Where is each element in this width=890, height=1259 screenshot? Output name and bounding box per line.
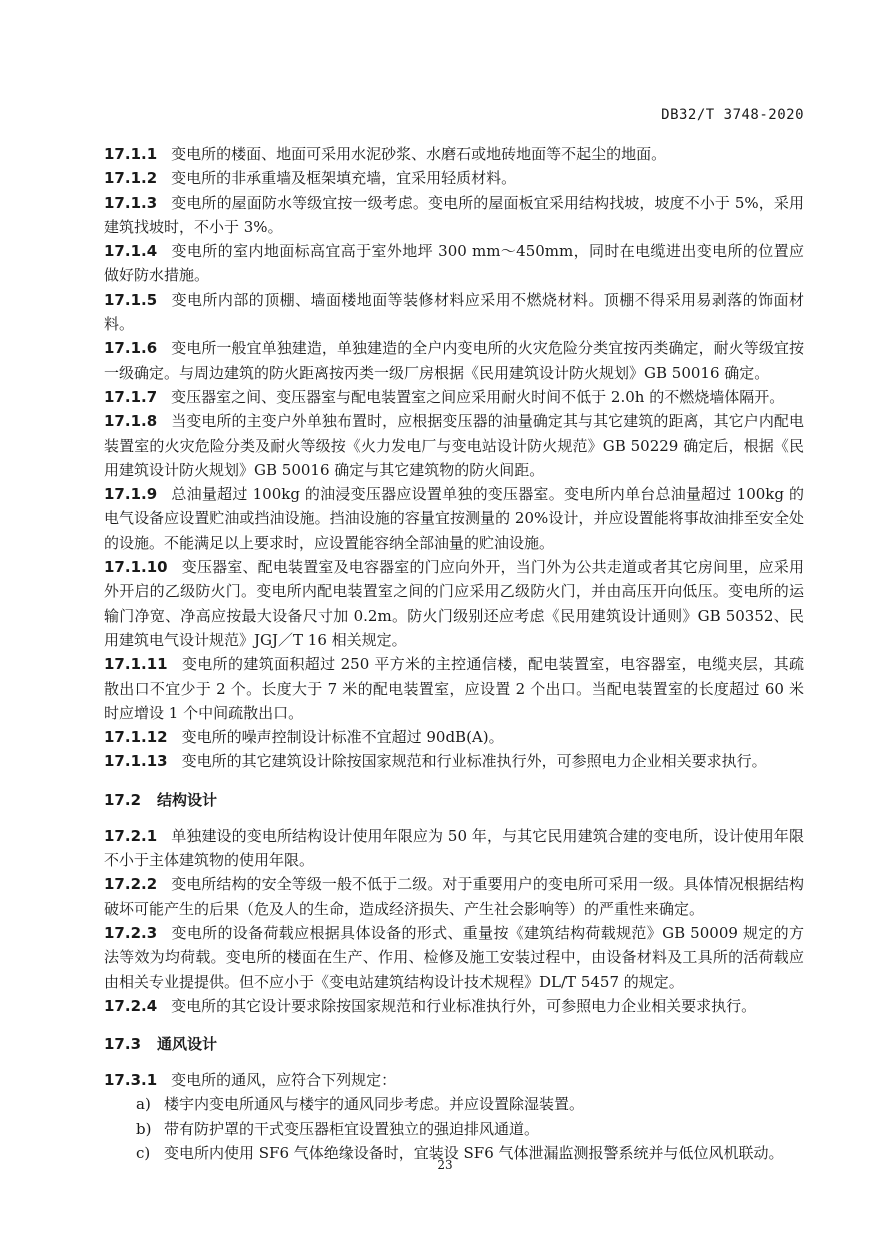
clause-paragraph — [104, 239, 804, 288]
list-text: 变电所内使用 SF6 气体绝缘设备时，宜装设 SF6 气体泄漏监测报警系统并与低位风机联动。 — [164, 1143, 784, 1162]
page-number: 23 — [437, 1158, 453, 1172]
section-title: 通风设计 — [157, 1035, 218, 1054]
section-17-1-paragraphs — [104, 142, 804, 774]
clause-text: 总油量超过 100kg 的油浸变压器应设置单独的变压器室。变电所内单台总油量超过 100kg 的电气设备应设置贮油或挡油设施。挡油设施的容量宜按测量的 20%设计，并应设置能将事故油排至安全处的设施。不能满足以上要求时，应设置能容纳全部油量的贮油设施。 — [104, 485, 804, 552]
section-heading-17-3 — [104, 1032, 804, 1056]
clause-text: 当变电所的主变户外单独布置时，应根据变压器的油量确定其与其它建筑的距离，其它户内配电装置室的火灾危险分类及耐火等级按《火力发电厂与变电站设计防火规范》GB 50229 确定后，根据《民用建筑设计防火规划》GB 50016 确定与其它建筑物的防火间距。 — [104, 412, 804, 479]
clause-paragraph — [104, 166, 804, 190]
clause-number: 17.1.12 — [104, 728, 168, 747]
clause-paragraph — [104, 872, 804, 921]
clause-paragraph — [104, 749, 804, 773]
clause-number: 17.2.4 — [104, 996, 158, 1015]
clause-paragraph — [104, 555, 804, 652]
clause-text: 变电所的非承重墙及框架填充墙，宜采用轻质材料。 — [171, 169, 517, 188]
section-heading-17-2 — [104, 788, 804, 812]
clause-number: 17.2.1 — [104, 826, 158, 845]
clause-text: 变电所的室内地面标高宜高于室外地坪 300 mm～450mm，同时在电缆进出变电所的位置应做好防水措施。 — [104, 242, 804, 285]
clause-number: 17.2.3 — [104, 923, 158, 942]
section-number: 17.3 — [104, 1035, 142, 1054]
clause-text: 变电所的通风，应符合下列规定： — [171, 1071, 397, 1090]
section-title: 结构设计 — [157, 790, 218, 809]
clause-number: 17.3.1 — [104, 1071, 158, 1090]
ventilation-list — [104, 1092, 804, 1165]
clause-number: 17.1.6 — [104, 339, 158, 358]
clause-number: 17.1.13 — [104, 752, 168, 771]
clause-paragraph — [104, 142, 804, 166]
clause-text: 变电所的建筑面积超过 250 平方米的主控通信楼，配电装置室，电容器室，电缆夹层，其疏散出口不宜少于 2 个。长度大于 7 米的配电装置室，应设置 2 个出口。当配电装置室的长度超过 60 米时应增设 1 个中间疏散出口。 — [104, 655, 804, 722]
list-marker: c) — [136, 1143, 151, 1162]
section-17-2-paragraphs — [104, 824, 804, 1018]
clause-text: 变电所的其它建筑设计除按国家规范和行业标准执行外，可参照电力企业相关要求执行。 — [181, 752, 767, 771]
list-text: 楼宇内变电所通风与楼宇的通风同步考虑。并应设置除湿装置。 — [164, 1095, 585, 1114]
clause-text: 变压器室之间、变压器室与配电装置室之间应采用耐火时间不低于 2.0h 的不燃烧墙体隔开。 — [171, 387, 785, 406]
clause-paragraph — [104, 994, 804, 1018]
standard-code: DB32/T 3748-2020 — [661, 107, 804, 123]
clause-number: 17.1.8 — [104, 412, 158, 431]
clause-number: 17.1.1 — [104, 145, 158, 163]
clause-text: 变电所的其它设计要求除按国家规范和行业标准执行外，可参照电力企业相关要求执行。 — [171, 996, 757, 1015]
clause-number: 17.1.11 — [104, 655, 168, 674]
clause-text: 变电所一般宜单独建造，单独建造的全户内变电所的火灾危险分类宜按丙类确定，耐火等级宜按一级确定。与周边建筑的防火距离按丙类一级厂房根据《民用建筑设计防火规划》GB 50016 确定。 — [104, 339, 804, 382]
clause-paragraph — [104, 482, 804, 555]
clause-text: 变电所结构的安全等级一般不低于二级。对于重要用户的变电所可采用一级。具体情况根据结构破坏可能产生的后果（危及人的生命，造成经济损失、产生社会影响等）的严重性来确定。 — [104, 875, 804, 918]
clause-number: 17.1.7 — [104, 387, 158, 406]
clause-text: 变电所的噪声控制设计标准不宜超过 90dB(A)。 — [181, 728, 504, 747]
clause-number: 17.1.10 — [104, 558, 168, 577]
clause-paragraph — [104, 824, 804, 873]
clause-paragraph — [104, 385, 804, 409]
list-marker: a) — [136, 1095, 151, 1114]
clause-number: 17.2.2 — [104, 875, 158, 894]
clause-paragraph — [104, 725, 804, 749]
list-text: 带有防护罩的干式变压器柜宜设置独立的强迫排风通道。 — [164, 1119, 540, 1138]
list-item — [104, 1117, 804, 1141]
clause-paragraph — [104, 191, 804, 240]
clause-number: 17.1.9 — [104, 485, 158, 504]
clause-paragraph — [104, 652, 804, 725]
clause-text: 变电所的设备荷载应根据具体设备的形式、重量按《建筑结构荷载规范》GB 50009 规定的方法等效为均荷载。变电所的楼面在生产、作用、检修及施工安装过程中，由设备材料及工具所的活荷载应由相关专业提提供。但不应小于《变电站建筑结构设计技术规程》DL/T 5457 的规定。 — [104, 923, 804, 991]
clause-number: 17.1.2 — [104, 169, 158, 188]
clause-text: 变电所的屋面防水等级宜按一级考虑。变电所的屋面板宜采用结构找坡，坡度不小于 5%，采用建筑找坡时，不小于 3%。 — [104, 193, 804, 236]
clause-text: 变压器室、配电装置室及电容器室的门应向外开，当门外为公共走道或者其它房间里，应采用外开启的乙级防火门。变电所内配电装置室之间的门应采用乙级防火门，并由高压开向低压。变电所的运输门净宽、净高应按最大设备尺寸加 0.2m。防火门级别还应考虑《民用建筑设计通则》GB 50352、民用建筑电气设计规范》JGJ／T 16 相关规定。 — [104, 558, 804, 649]
clause-paragraph — [104, 288, 804, 337]
clause-number: 17.1.3 — [104, 193, 158, 212]
clause-number: 17.1.4 — [104, 242, 158, 261]
clause-paragraph — [104, 1068, 804, 1092]
clause-number: 17.1.5 — [104, 290, 158, 309]
clause-text: 变电所内部的顶棚、墙面楼地面等装修材料应采用不燃烧材料。顶棚不得采用易剥落的饰面材料。 — [104, 290, 804, 334]
document-body — [104, 142, 804, 1165]
clause-text: 单独建设的变电所结构设计使用年限应为 50 年，与其它民用建筑合建的变电所，设计使用年限不小于主体建筑物的使用年限。 — [104, 826, 804, 870]
clause-paragraph — [104, 409, 804, 482]
list-item — [104, 1092, 804, 1116]
clause-text: 变电所的楼面、地面可采用水泥砂浆、水磨石或地砖地面等不起尘的地面。 — [171, 145, 667, 163]
clause-paragraph — [104, 336, 804, 385]
clause-paragraph — [104, 921, 804, 994]
list-marker: b) — [136, 1119, 152, 1138]
section-number: 17.2 — [104, 790, 142, 809]
